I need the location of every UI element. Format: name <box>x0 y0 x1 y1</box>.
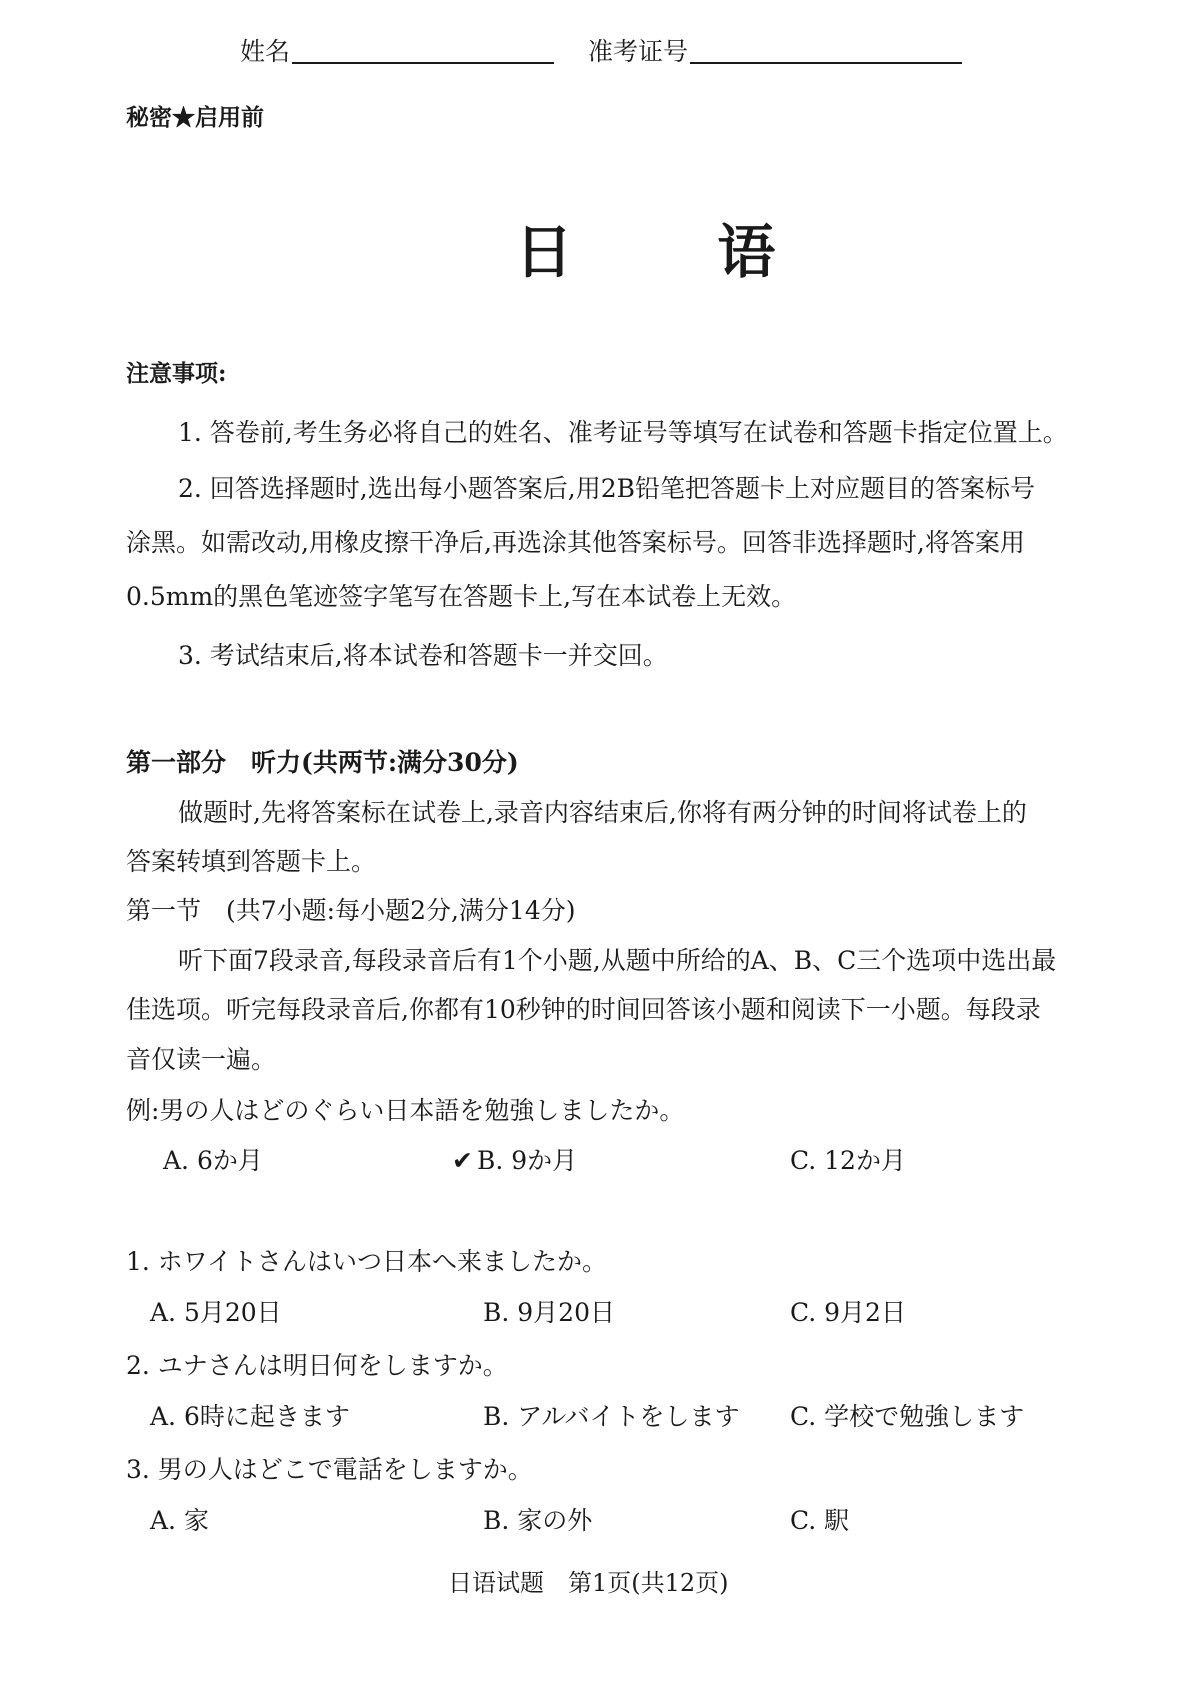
name-blank[interactable] <box>292 36 554 64</box>
example-question: 例:男の人はどのぐらい日本語を勉強しましたか。 <box>126 1096 685 1125</box>
exam-id-label: 准考证号 <box>588 36 962 64</box>
part1-instr-line2: 答案转填到答题卡上。 <box>126 847 377 876</box>
q1-option-c[interactable]: C. 9月2日 <box>790 1298 906 1327</box>
note-item-2-line1: 2. 回答选择题时,选出每小题答案后,用2B铅笔把答题卡上对应题目的答案标号 <box>178 474 1035 503</box>
section1-instr-line3: 音仅读一遍。 <box>126 1045 277 1074</box>
question-3: 3. 男の人はどこで電話をしますか。 <box>126 1455 533 1484</box>
q3-option-b[interactable]: B. 家の外 <box>483 1506 593 1535</box>
note-item-1: 1. 答卷前,考生务必将自己的姓名、准考证号等填写在试卷和答题卡指定位置上。 <box>178 418 1068 447</box>
secret-mark: 秘密★启用前 <box>126 104 264 131</box>
note-item-3: 3. 考试结束后,将本试卷和答题卡一并交回。 <box>178 641 668 670</box>
name-label: 姓名 <box>240 36 554 64</box>
question-1: 1. ホワイトさんはいつ日本へ来ましたか。 <box>126 1247 608 1276</box>
page-title: 日 语 <box>515 218 838 286</box>
q3-option-c[interactable]: C. 駅 <box>790 1506 850 1535</box>
question-2: 2. ユナさんは明日何をしますか。 <box>126 1351 508 1380</box>
example-option-b[interactable]: ✔ B. 9か月 <box>452 1146 578 1175</box>
example-option-c[interactable]: C. 12か月 <box>790 1146 906 1175</box>
part1-heading: 第一部分 听力(共两节:满分30分) <box>126 748 519 777</box>
q1-option-b[interactable]: B. 9月20日 <box>483 1298 615 1327</box>
q2-option-a[interactable]: A. 6時に起きます <box>150 1402 350 1431</box>
q1-option-a[interactable]: A. 5月20日 <box>150 1298 282 1327</box>
page-footer: 日语试题 第1页(共12页) <box>448 1569 729 1597</box>
exam-id-blank[interactable] <box>690 36 962 64</box>
section1-instr-line1: 听下面7段录音,每段录音后有1个小题,从题中所给的A、B、C三个选项中选出最 <box>178 946 1057 975</box>
q3-option-a[interactable]: A. 家 <box>150 1506 209 1535</box>
note-item-2-line3: 0.5mm的黑色笔迹签字笔写在答题卡上,写在本试卷上无效。 <box>126 582 797 611</box>
notes-heading: 注意事项: <box>126 360 227 387</box>
q2-option-c[interactable]: C. 学校で勉強します <box>790 1402 1025 1431</box>
note-item-2-line2: 涂黑。如需改动,用橡皮擦干净后,再选涂其他答案标号。回答非选择题时,将答案用 <box>126 528 1025 557</box>
part1-instr-line1: 做题时,先将答案标在试卷上,录音内容结束后,你将有两分钟的时间将试卷上的 <box>178 798 1027 827</box>
check-icon: ✔ <box>452 1146 473 1175</box>
section1-instr-line2: 佳选项。听完每段录音后,你都有10秒钟的时间回答该小题和阅读下一小题。每段录 <box>126 995 1041 1024</box>
q2-option-b[interactable]: B. アルバイトをします <box>483 1402 740 1431</box>
section1-heading: 第一节 (共7小题:每小题2分,满分14分) <box>126 896 576 925</box>
example-option-a[interactable]: A. 6か月 <box>163 1146 263 1175</box>
